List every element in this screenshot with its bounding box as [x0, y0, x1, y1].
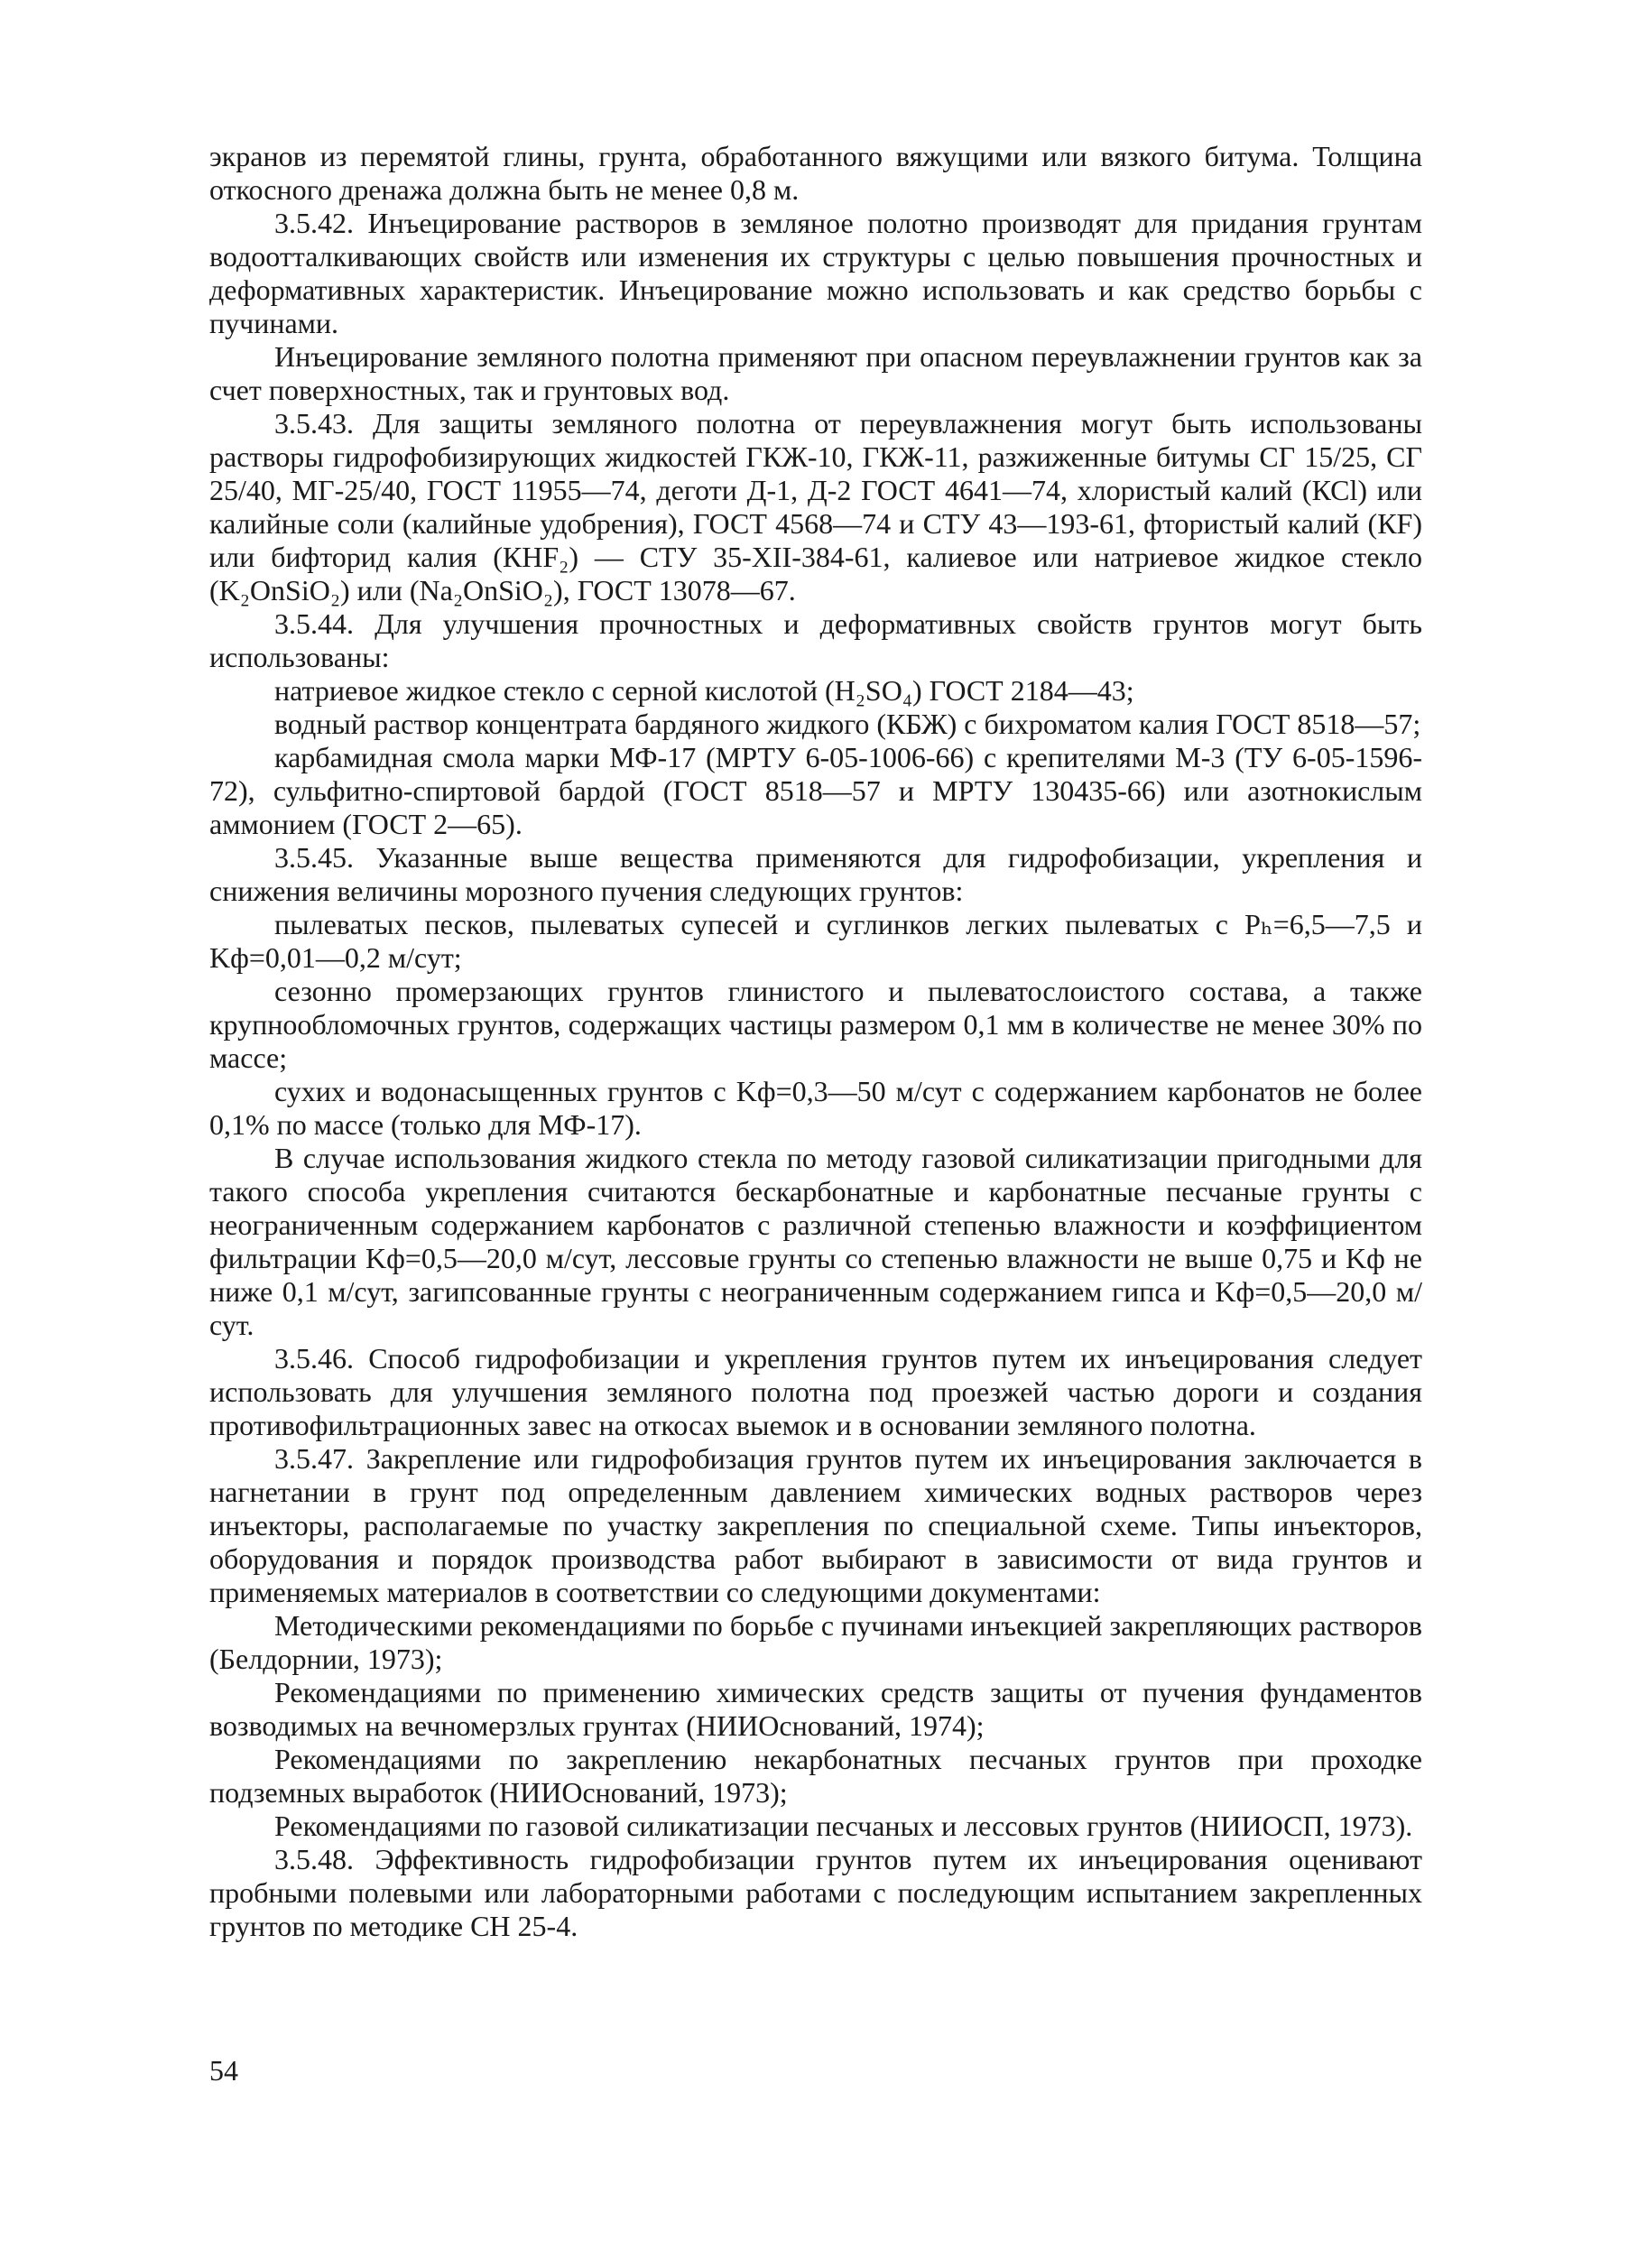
paragraph-3-5-47: 3.5.47. Закрепление или гидрофобизация грунтов путем их инъецирования заключается в нагнетании в грунт под определенным давлением химических водных растворов через инъекторы, располагаемые по участку закрепления по специальной схеме. Типы инъекторов, оборудования и порядок производства работ выбирают в зависимости от вида грунтов и применяемых материалов в соответствии со следующими документами: — [209, 1442, 1422, 1608]
paragraph-3-5-43: 3.5.43. Для защиты земляного полотна от переувлажнения могут быть использованы растворы гидрофобизирующих жидкостей ГКЖ-10, ГКЖ-11, разжиженные битумы СГ 15/25, СГ 25/40, МГ-25/40, ГОСТ 11955—74, деготи Д-1, Д-2 ГОСТ 4641—74, хлористый калий (КСl) или калийные соли (калийные удобрения), ГОСТ 4568—74 и СТУ 43—193-61, фтористый калий (КF) или бифторид калия (КНF₂) — СТУ 35-ХII-384-61, калиевое или натриевое жидкое стекло (K₂OnSiO₂) или (Na₂OnSiO₂), ГОСТ 13078—67. — [209, 407, 1422, 606]
list-item: Методическими рекомендациями по борьбе с пучинами инъекцией закрепляющих растворов (Белдорнии, 1973); — [209, 1609, 1422, 1675]
paragraph-continuation: экранов из перемятой глины, грунта, обработанного вяжущими или вязкого битума. Толщина откосного дренажа должна быть не менее 0,8 м. — [209, 140, 1422, 206]
paragraph-3-5-44: 3.5.44. Для улучшения прочностных и деформативных свойств грунтов могут быть использованы: — [209, 607, 1422, 673]
body-text — [209, 140, 1422, 1943]
list-item: карбамидная смола марки МФ-17 (МРТУ 6-05-1006-66) с крепителями М-3 (ТУ 6-05-1596-72), сульфитно-спиртовой бардой (ГОСТ 8518—57 и МРТУ 130435-66) или азотнокислым аммонием (ГОСТ 2—65). — [209, 741, 1422, 840]
list-item: сухих и водонасыщенных грунтов с Kф=0,3—50 м/сут с содержанием карбонатов не более 0,1% по массе (только для МФ-17). — [209, 1075, 1422, 1141]
list-item: Рекомендациями по закреплению некарбонатных песчаных грунтов при проходке подземных выработок (НИИОснований, 1973); — [209, 1743, 1422, 1809]
paragraph-3-5-45: 3.5.45. Указанные выше вещества применяются для гидрофобизации, укрепления и снижения величины морозного пучения следующих грунтов: — [209, 841, 1422, 907]
paragraph-3-5-48: 3.5.48. Эффективность гидрофобизации грунтов путем их инъецирования оценивают пробными полевыми или лабораторными работами с последующим испытанием закрепленных грунтов по методике СН 25-4. — [209, 1843, 1422, 1942]
list-item: Рекомендациями по газовой силикатизации песчаных и лессовых грунтов (НИИОСП, 1973). — [274, 1810, 1413, 1842]
paragraph-3-5-42: 3.5.42. Инъецирование растворов в земляное полотно производят для придания грунтам водоотталкивающих свойств или изменения их структуры с целью повышения прочностных и деформативных характеристик. Инъецирование можно использовать и как средство борьбы с пучинами. — [209, 207, 1422, 339]
list-item: сезонно промерзающих грунтов глинистого и пылеватослоистого состава, а также крупнообломочных грунтов, содержащих частицы размером 0,1 мм в количестве не менее 30% по массе; — [209, 975, 1422, 1074]
page-number: 54 — [209, 2054, 238, 2087]
paragraph: Инъецирование земляного полотна применяют при опасном переувлажнении грунтов как за счет поверхностных, так и грунтовых вод. — [209, 340, 1422, 406]
list-item: натриевое жидкое стекло с серной кислотой (H₂SO₄) ГОСТ 2184—43; — [274, 674, 1134, 707]
paragraph-3-5-46: 3.5.46. Способ гидрофобизации и укрепления грунтов путем их инъецирования следует использовать для улучшения земляного полотна под проезжей частью дороги и создания противофильтрационных завес на откосах выемок и в основании земляного полотна. — [209, 1342, 1422, 1441]
paragraph: В случае использования жидкого стекла по методу газовой силикатизации пригодными для такого способа укрепления считаются бескарбонатные и карбонатные песчаные грунты с неограниченным содержанием карбонатов с различной степенью влажности и коэффициентом фильтрации Kф=0,5—20,0 м/сут, лессовые грунты со степенью влажности не выше 0,75 и Kф не ниже 0,1 м/сут, загипсованные грунты с неограниченным содержанием гипса и Kф=0,5—20,0 м/сут. — [209, 1142, 1422, 1341]
list-item: пылеватых песков, пылеватых супесей и суглинков легких пылеватых с Pₕ=6,5—7,5 и Kф=0,01—0,2 м/сут; — [209, 908, 1422, 974]
list-item: Рекомендациями по применению химических средств защиты от пучения фундаментов возводимых на вечномерзлых грунтах (НИИОснований, 1974); — [209, 1676, 1422, 1742]
list-item: водный раствор концентрата бардяного жидкого (КБЖ) с бихроматом калия ГОСТ 8518—57; — [274, 708, 1421, 740]
